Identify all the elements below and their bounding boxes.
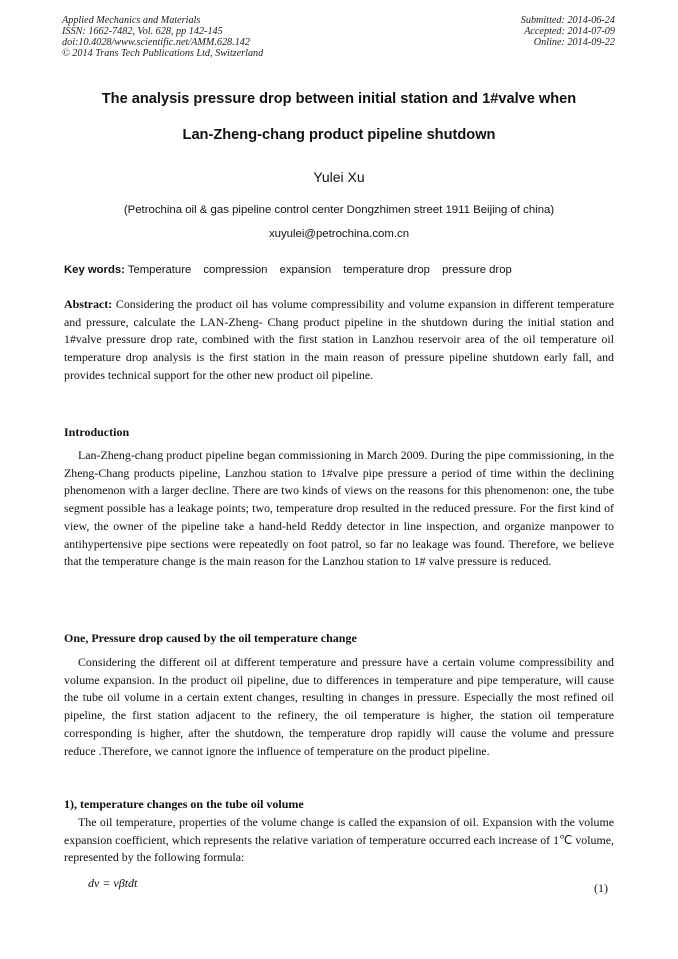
author-email: xuyulei@petrochina.com.cn — [268, 228, 410, 240]
author-affiliation: (Petrochina oil & gas pipeline control center Dongzhimen street 1911 Beijing of china) — [123, 204, 555, 216]
author-name: Yulei Xu — [313, 169, 365, 185]
journal-name: Applied Mechanics and Materials — [62, 15, 201, 26]
keywords-label: Key words: — [64, 264, 125, 276]
keyword-item: pressure drop — [442, 264, 512, 276]
paper-title-line-2: Lan-Zheng-chang product pipeline shutdown — [182, 127, 496, 143]
keyword-item: expansion — [279, 264, 332, 276]
doi-line: doi:10.4028/www.scientific.net/AMM.628.142 — [62, 37, 250, 48]
keyword-item: Temperature — [127, 264, 192, 276]
abstract-label: Abstract: — [64, 297, 113, 311]
journal-header-left — [62, 15, 263, 59]
introduction-heading: Introduction — [64, 425, 130, 439]
abstract-paragraph — [64, 296, 614, 385]
subsection-1-heading: 1), temperature changes on the tube oil volume — [64, 797, 304, 811]
equation-number: (1) — [594, 881, 608, 895]
keyword-item: temperature drop — [343, 264, 430, 276]
keyword-item: compression — [203, 264, 268, 276]
section-one-paragraph: Considering the different oil at different temperature and pressure have a certain volume compressibility and volume expansion. In the product oil pipeline, due to differences in temperature and pipe temperature, will cause the tube oil volume in a certain extent changes, resulting in changes in pressure. Especially the most refined oil pipeline, the first station adjacent to the refinery, the oil temperature is higher, the station oil temperature corresponding is higher, after the shutdown, the temperature drop rapidly will cause the volume and pressure reduce .Therefore, we cannot ignore the influence of temperature on the product pipeline. — [64, 655, 614, 758]
subsection-1-paragraph: The oil temperature, properties of the volume change is called the expansion of oil. Expansion with the volume expansion coefficient, which represents the relative variation of temperature occurred each increase of 1℃ volume, represented by the following formula: — [64, 815, 614, 865]
introduction-paragraph: Lan-Zheng-chang product pipeline began commissioning in March 2009. During the pipe commissioning, in the Zheng-Chang products pipeline, Lanzhou station to 1#valve pipe pressure a period of time within the declining phenomenon with a larger decline. There are two kinds of views on the reasons for this phenomenon: one, the tube segment possible has a leakage points; two, temperature drop resulted in the reduced pressure. For the first kind of view, the owner of the pipeline take a hand-held Reddy detector in line inspection, and organize manpower to antihypertensive pipe sections were repeatedly on foot patrol, so far no leakage was found. Therefore, we believe that the temperature change is the main reason for the Lanzhou station to 1# valve pressure is reduced. — [64, 448, 614, 569]
online-date: Online: 2014-09-22 — [533, 37, 615, 48]
journal-header-right — [521, 15, 615, 48]
paper-title-line-1: The analysis pressure drop between initial station and 1#valve when — [101, 91, 577, 107]
copyright-line: © 2014 Trans Tech Publications Ltd, Switzerland — [62, 48, 264, 59]
equation-formula: dv = vβtdt — [88, 876, 138, 890]
keywords-line — [64, 264, 616, 276]
abstract-text: Considering the product oil has volume compressibility and volume expansion in different temperature and pressure, calculate the LAN-Zheng- Chang product pipeline in the shutdown during the initial station and 1#valve pressure drop rate, combined with the first station in Lanzhou reservoir area of the oil temperature oil temperature drop analysis is the first station in the main reason of pressure pipeline shutdown early fall, and provides technical support for the other new product oil pipeline. — [64, 297, 614, 382]
issn-line: ISSN: 1662-7482, Vol. 628, pp 142-145 — [62, 26, 223, 37]
submitted-date: Submitted: 2014-06-24 — [520, 15, 615, 26]
accepted-date: Accepted: 2014-07-09 — [524, 26, 615, 37]
section-one-heading: One, Pressure drop caused by the oil temperature change — [64, 631, 357, 645]
